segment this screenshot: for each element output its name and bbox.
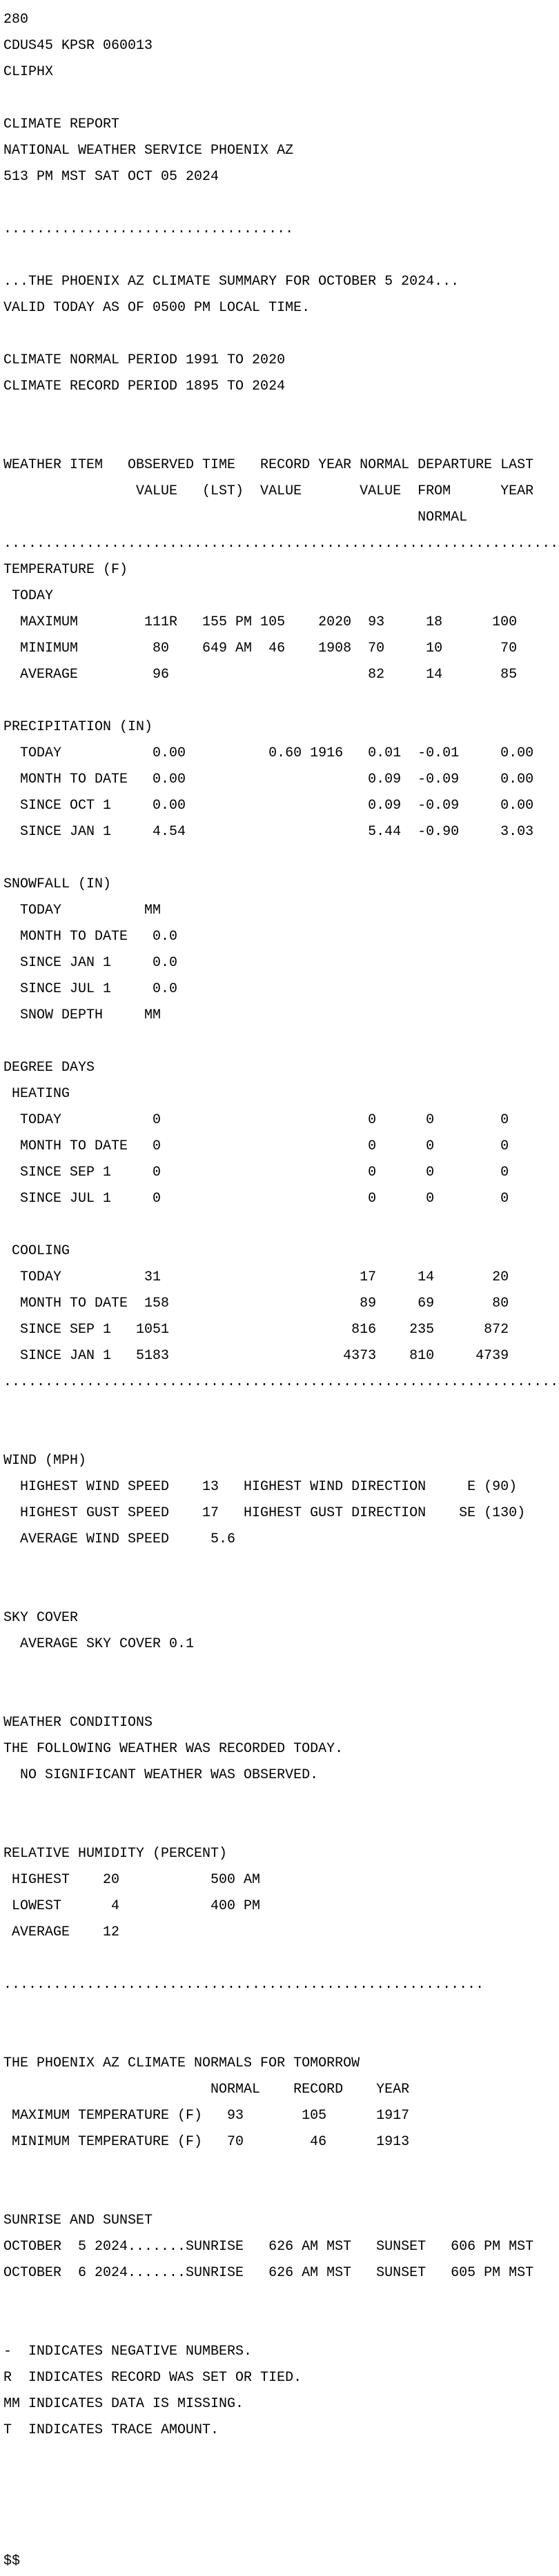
report-line: WEATHER CONDITIONS <box>3 1715 153 1731</box>
report-line: DEGREE DAYS <box>3 1060 95 1076</box>
report-line: LOWEST 4 400 PM <box>3 1898 261 1914</box>
report-line: SINCE SEP 1 1051 816 235 872 <box>3 1322 509 1338</box>
report-line: 513 PM MST SAT OCT 05 2024 <box>3 169 219 185</box>
report-line <box>3 92 559 105</box>
report-line <box>3 1690 559 1703</box>
report-line: OCTOBER 5 2024.......SUNRISE 626 AM MST SUNSET 606 PM MST <box>3 2239 534 2255</box>
report-line: CLIMATE NORMAL PERIOD 1991 TO 2020 <box>3 352 286 368</box>
report-line: T INDICATES TRACE AMOUNT. <box>3 2422 219 2438</box>
report-line <box>3 1559 559 1572</box>
report-line <box>3 1402 559 1415</box>
report-line: NO SIGNIFICANT WEATHER WAS OBSERVED. <box>3 1767 319 1783</box>
report-line: CDUS45 KPSR 060013 <box>3 38 153 54</box>
report-line <box>3 2450 559 2463</box>
report-line: SINCE JUL 1 0.0 <box>3 981 178 997</box>
report-line: NORMAL <box>3 510 468 525</box>
report-line: MAXIMUM TEMPERATURE (F) 93 105 1917 <box>3 2108 410 2124</box>
report-line <box>3 2293 559 2306</box>
report-line: R INDICATES RECORD WAS SET OR TIED. <box>3 2370 302 2386</box>
report-line: HIGHEST WIND SPEED 13 HIGHEST WIND DIRECTION E (90) <box>3 1479 518 1495</box>
report-line: TEMPERATURE (F) <box>3 562 128 578</box>
report-line: TODAY MM <box>3 903 161 918</box>
report-line: SUNRISE AND SUNSET <box>3 2213 153 2228</box>
report-line <box>3 2528 559 2542</box>
report-line: TODAY 0.00 0.60 1916 0.01 -0.01 0.00 <box>3 745 534 761</box>
report-line: HIGHEST GUST SPEED 17 HIGHEST GUST DIRECTION SE (130) <box>3 1505 526 1521</box>
report-line: 280 <box>3 12 29 28</box>
report-line <box>3 197 559 210</box>
report-line: AVERAGE 96 82 14 85 <box>3 667 518 683</box>
report-line <box>3 328 559 341</box>
report-line: SINCE JAN 1 0.0 <box>3 955 178 971</box>
report-line <box>3 2162 559 2175</box>
report-line: WEATHER ITEM OBSERVED TIME RECORD YEAR NORMAL DEPARTURE LAST <box>3 457 534 473</box>
report-line <box>3 1952 559 1965</box>
report-line <box>3 694 559 707</box>
report-line: SINCE OCT 1 0.00 0.09 -0.09 0.00 <box>3 798 534 814</box>
report-line <box>3 1795 559 1808</box>
report-line: MINIMUM 80 649 AM 46 1908 70 10 70 <box>3 641 518 656</box>
report-line <box>3 852 559 865</box>
report-line: MINIMUM TEMPERATURE (F) 70 46 1913 <box>3 2134 410 2150</box>
report-line: VALID TODAY AS OF 0500 PM LOCAL TIME. <box>3 300 311 316</box>
report-line: SINCE JUL 1 0 0 0 0 <box>3 1191 509 1207</box>
report-line: MONTH TO DATE 158 89 69 80 <box>3 1296 509 1311</box>
report-line: NORMAL RECORD YEAR <box>3 2082 410 2097</box>
report-line: - INDICATES NEGATIVE NUMBERS. <box>3 2344 253 2359</box>
report-line: COOLING <box>3 1243 70 1259</box>
report-line <box>3 2031 559 2044</box>
report-line: MAXIMUM 111R 155 PM 105 2020 93 18 100 <box>3 614 518 630</box>
report-line: THE PHOENIX AZ CLIMATE NORMALS FOR TOMORROW <box>3 2055 360 2071</box>
report-line: ................................... <box>3 221 294 237</box>
report-line: ................................................................... <box>3 536 559 552</box>
report-line: SNOWFALL (IN) <box>3 876 112 892</box>
report-line: VALUE (LST) VALUE VALUE FROM YEAR <box>3 483 534 499</box>
report-line <box>3 1218 559 1231</box>
report-line: TODAY 0 0 0 0 <box>3 1112 509 1128</box>
report-line: CLIPHX <box>3 64 54 80</box>
report-line: MONTH TO DATE 0 0 0 0 <box>3 1138 509 1154</box>
report-line: TODAY <box>3 588 54 604</box>
report-line: AVERAGE 12 <box>3 1924 120 1940</box>
report-line: AVERAGE SKY COVER 0.1 <box>3 1636 195 1652</box>
report-line: .......................................................... <box>3 1977 484 1993</box>
report-line <box>3 2004 559 2017</box>
report-line <box>3 2502 559 2515</box>
report-line <box>3 2319 559 2332</box>
report-line <box>3 406 559 419</box>
report-line: AVERAGE WIND SPEED 5.6 <box>3 1531 236 1547</box>
report-line: SNOW DEPTH MM <box>3 1007 161 1023</box>
report-line: MONTH TO DATE 0.00 0.09 -0.09 0.00 <box>3 772 534 787</box>
report-line <box>3 1035 559 1048</box>
report-line: WIND (MPH) <box>3 1453 87 1469</box>
report-line: MM INDICATES DATA IS MISSING. <box>3 2396 244 2412</box>
report-line: HEATING <box>3 1086 70 1102</box>
report-line <box>3 1428 559 1441</box>
report-line <box>3 2188 559 2201</box>
report-line <box>3 249 559 262</box>
report-line <box>3 2476 559 2489</box>
report-line: ...THE PHOENIX AZ CLIMATE SUMMARY FOR OCTOBER 5 2024... <box>3 274 460 290</box>
report-line <box>3 1821 559 1834</box>
report-line: PRECIPITATION (IN) <box>3 719 153 735</box>
report-line: SINCE SEP 1 0 0 0 0 <box>3 1165 509 1180</box>
report-line: SINCE JAN 1 4.54 5.44 -0.90 3.03 <box>3 824 534 840</box>
report-line: CLIMATE RECORD PERIOD 1895 TO 2024 <box>3 379 286 394</box>
report-line: THE FOLLOWING WEATHER WAS RECORDED TODAY. <box>3 1741 344 1757</box>
report-line: SINCE JAN 1 5183 4373 810 4739 <box>3 1348 509 1364</box>
report-line <box>3 432 559 445</box>
report-line <box>3 1585 559 1598</box>
report-line: ................................................................... <box>3 1374 559 1390</box>
report-line: TODAY 31 17 14 20 <box>3 1269 509 1285</box>
report-line: MONTH TO DATE 0.0 <box>3 929 178 945</box>
report-line: RELATIVE HUMIDITY (PERCENT) <box>3 1846 228 1862</box>
report-line: NATIONAL WEATHER SERVICE PHOENIX AZ <box>3 143 294 159</box>
report-line: CLIMATE REPORT <box>3 117 120 132</box>
report-line <box>3 1664 559 1677</box>
report-line: OCTOBER 6 2024.......SUNRISE 626 AM MST SUNSET 605 PM MST <box>3 2265 534 2281</box>
report-line: HIGHEST 20 500 AM <box>3 1872 261 1888</box>
report-line: $$ <box>3 2553 21 2569</box>
report-line: SKY COVER <box>3 1610 79 1626</box>
